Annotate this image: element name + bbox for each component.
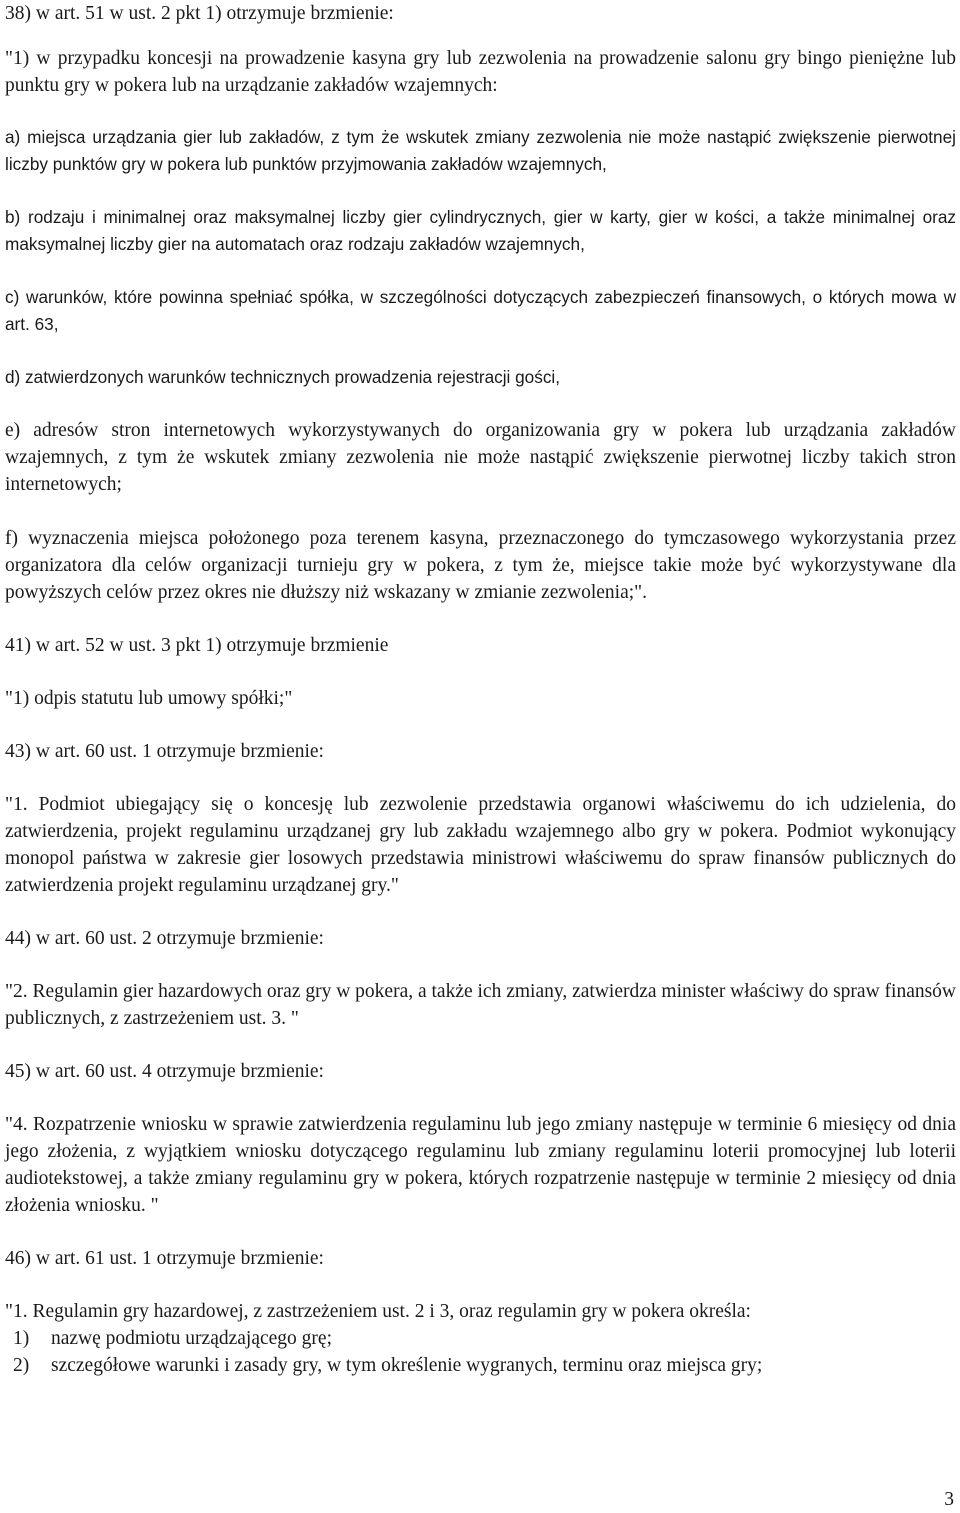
- point-44-heading: 44) w art. 60 ust. 2 otrzymuje brzmienie:: [5, 928, 324, 949]
- page-number: 3: [944, 1489, 954, 1510]
- item-f: f) wyznaczenia miejsca położonego poza terenem kasyna, przeznaczonego do tymczasowego wykorzystania przez organizatora dla celów organizacji turnieju gry w pokera, z tym że, miejsce takie może być wykorzystywane dla powyższych celów przez okres nie dłuższy niż wskazany w zmianie zezwolenia;".: [5, 528, 956, 603]
- point-44-quote: "2. Regulamin gier hazardowych oraz gry w pokera, a także ich zmiany, zatwierdza minister właściwy do spraw finansów publicznych, z zastrzeżeniem ust. 3. ": [5, 981, 957, 1029]
- point-41-heading: 41) w art. 52 w ust. 3 pkt 1) otrzymuje brzmienie: [5, 635, 389, 656]
- point-38-heading: 38) w art. 51 w ust. 2 pkt 1) otrzymuje brzmienie:: [5, 3, 394, 24]
- point-46-heading: 46) w art. 61 ust. 1 otrzymuje brzmienie:: [5, 1248, 324, 1269]
- list-item-number: 1): [13, 1328, 30, 1349]
- item-b: b) rodzaju i minimalnej oraz maksymalnej liczby gier cylindrycznych, gier w karty, gier w kości, a także minimalnej oraz maksymalnej liczby gier na automatach oraz rodzaju zakładów wzajemnych,: [5, 207, 956, 254]
- item-c: c) warunków, które powinna spełniać spółka, w szczególności dotyczących zabezpieczeń finansowych, o których mowa w art. 63,: [5, 287, 956, 334]
- list-item: [5, 1325, 956, 1352]
- list-item-text: nazwę podmiotu urządzającego grę;: [51, 1328, 332, 1349]
- point-38-quote: "1) w przypadku koncesji na prowadzenie kasyna gry lub zezwolenia na prowadzenie salonu gry bingo pieniężne lub punktu gry w pokera lub na urządzanie zakładów wzajemnych:: [5, 48, 956, 96]
- item-a: a) miejsca urządzania gier lub zakładów, z tym że wskutek zmiany zezwolenia nie może nastąpić zwiększenie pierwotnej liczby punktów gry w pokera lub punktów przyjmowania zakładów wzajemnych,: [5, 127, 956, 174]
- point-41-quote: "1) odpis statutu lub umowy spółki;": [5, 688, 293, 709]
- list-item-number: 2): [13, 1355, 30, 1376]
- point-43-quote: "1. Podmiot ubiegający się o koncesję lub zezwolenie przedstawia organowi właściwemu do ich udzielenia, do zatwierdzenia, projekt regulaminu urządzanej gry lub zakładu wzajemnego albo gry w pokera. Podmiot wykonujący monopol państwa w zakresie gier losowych przedstawia ministrowi właściwemu do spraw finansów publicznych do zatwierdzenia projekt regulaminu urządzanej gry.": [5, 794, 956, 896]
- point-43-heading: 43) w art. 60 ust. 1 otrzymuje brzmienie:: [5, 741, 324, 762]
- point-45-quote: "4. Rozpatrzenie wniosku w sprawie zatwierdzenia regulaminu lub jego zmiany następuje w terminie 6 miesięcy od dnia jego złożenia, z wyjątkiem wniosku dotyczącego regulaminu lub zmiany regulaminu loterii promocyjnej lub loterii audiotekstowej, a także zmiany regulaminu gry w pokera, których rozpatrzenie następuje w terminie 2 miesięcy od dnia złożenia wniosku. ": [5, 1114, 956, 1216]
- point-45-heading: 45) w art. 60 ust. 4 otrzymuje brzmienie:: [5, 1061, 324, 1082]
- item-d: d) zatwierdzonych warunków technicznych prowadzenia rejestracji gości,: [5, 367, 561, 387]
- document-page: [5, 0, 956, 1379]
- list-item: [5, 1352, 956, 1379]
- item-e: e) adresów stron internetowych wykorzystywanych do organizowania gry w pokera lub urządzania zakładów wzajemnych, z tym że wskutek zmiany zezwolenia nie może nastąpić zwiększenie pierwotnej liczby takich stron internetowych;: [5, 420, 956, 495]
- list-item-text: szczegółowe warunki i zasady gry, w tym określenie wygranych, terminu oraz miejsca gry;: [51, 1355, 763, 1376]
- point-46-quote: "1. Regulamin gry hazardowej, z zastrzeżeniem ust. 2 i 3, oraz regulamin gry w pokera określa:: [5, 1301, 751, 1322]
